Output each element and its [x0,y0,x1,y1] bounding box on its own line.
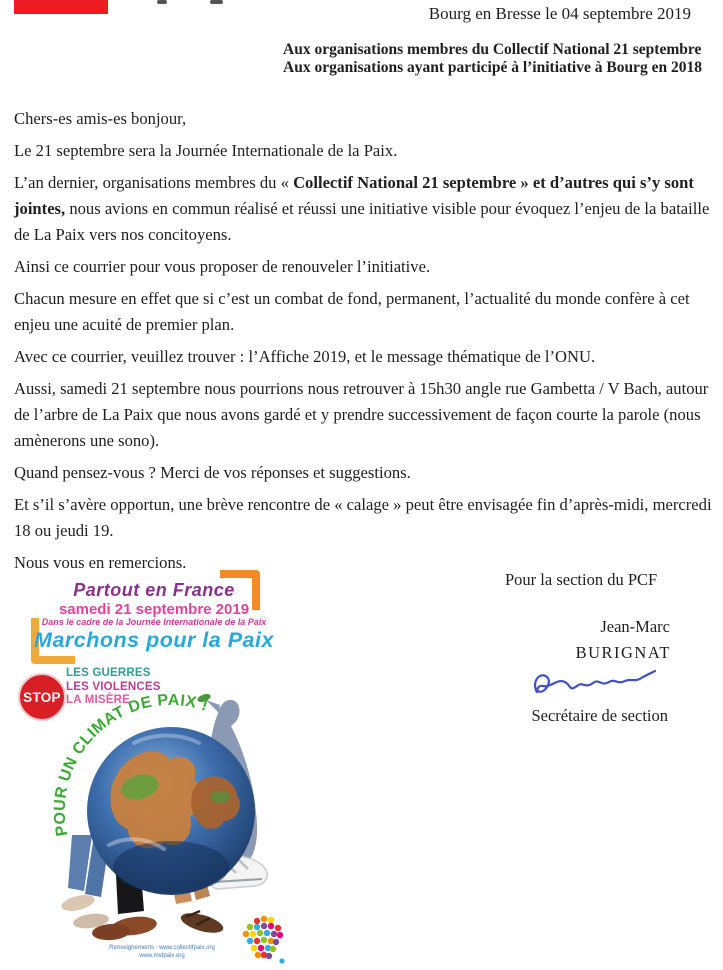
paragraph: Ainsi ce courrier pour vous proposer de renouveler l’initiative. [14,257,431,276]
paragraph: Chacun mesure en effet que si c’est un combat de fond, permanent, l’actualité du monde confère à cet enjeu une acuité de premier plan. [14,289,690,334]
poster-slogan-marchons: Marchons pour la Paix [34,628,274,652]
poster-artwork [14,685,314,968]
earth-globe [87,727,255,895]
paragraph-text: nous avions en commun réalisé et réussi une initiative visible pour évoquez l’enjeu de la bataille de La Paix vers nos concitoyens. [14,199,710,244]
handwritten-signature [527,664,661,704]
paragraph-text: L’an dernier, organisations membres du « [14,173,294,192]
paragraph-collectif [14,170,714,248]
addressee-line-2: Aux organisations ayant participé à l’initiative à Bourg en 2018 [283,59,702,76]
paragraph: Le 21 septembre sera la Journée Internationale de la Paix. [14,141,398,160]
paragraph: Et s’il s’avère opportun, une brève rencontre de « calage » peut être envisagée fin d’après-midi, mercredi 18 ou jeudi 19. [14,495,712,540]
poster-website-line-2: www.mvtpaix.org [139,953,185,959]
poster-title-partout: Partout en France [73,580,235,600]
addressee-block [283,41,702,77]
signer-role: Secrétaire de section [531,706,668,725]
signature-for-line: Pour la section du PCF [505,570,658,589]
paragraph: Avec ce courrier, veuillez trouver : l’Affiche 2019, et le message thématique de l’ONU. [14,347,596,366]
paragraph: Aussi, samedi 21 septembre nous pourrions nous retrouver à 15h30 angle rue Gambetta / V Bach, autour de l’arbre de La Paix que nous avons gardé et y prendre successivement de façon courte la parole (nous amènerons une sono). [14,379,709,450]
letter-body [14,106,714,582]
arc-slogan: POUR UN CLIMAT DE PAIX ! [51,691,211,838]
paragraph-bold-text: Collectif National 21 septembre » et d’autres qui s’y sont jointes, [14,173,694,218]
poster-date: samedi 21 septembre 2019 [58,601,250,618]
addressee-line-1: Aux organisations membres du Collectif National 21 septembre [283,41,702,58]
signer-last-name: BURIGNAT [575,643,671,662]
greeting-paragraph: Chers-es amis-es bonjour, [14,109,187,128]
closing-paragraph: Nous vous en remercions. [14,553,187,572]
peace-march-poster [14,572,314,968]
letter-date-place-line: Bourg en Bresse le 04 septembre 2019 [428,4,691,23]
france-dots-map [243,916,285,964]
stop-sign-icon: STOP [18,673,66,721]
stop-item-misere: LA MISÈRE [66,694,130,706]
stop-item-guerres: LES GUERRES [66,667,151,679]
redacted-logo-block [14,0,108,14]
stop-list [66,667,161,708]
poster-subtitle: Dans le cadre de la Journée Internationale de la Paix [41,617,267,627]
stop-item-violences: LES VIOLENCES [66,680,161,693]
scan-artifact [210,0,223,4]
signer-first-name: Jean-Marc [600,617,670,636]
paragraph: Quand pensez-vous ? Merci de vos réponses et suggestions. [14,463,411,482]
poster-website-line-1: Renseignements : www.collectifpaix.org [109,945,215,951]
scan-artifact [157,0,167,4]
